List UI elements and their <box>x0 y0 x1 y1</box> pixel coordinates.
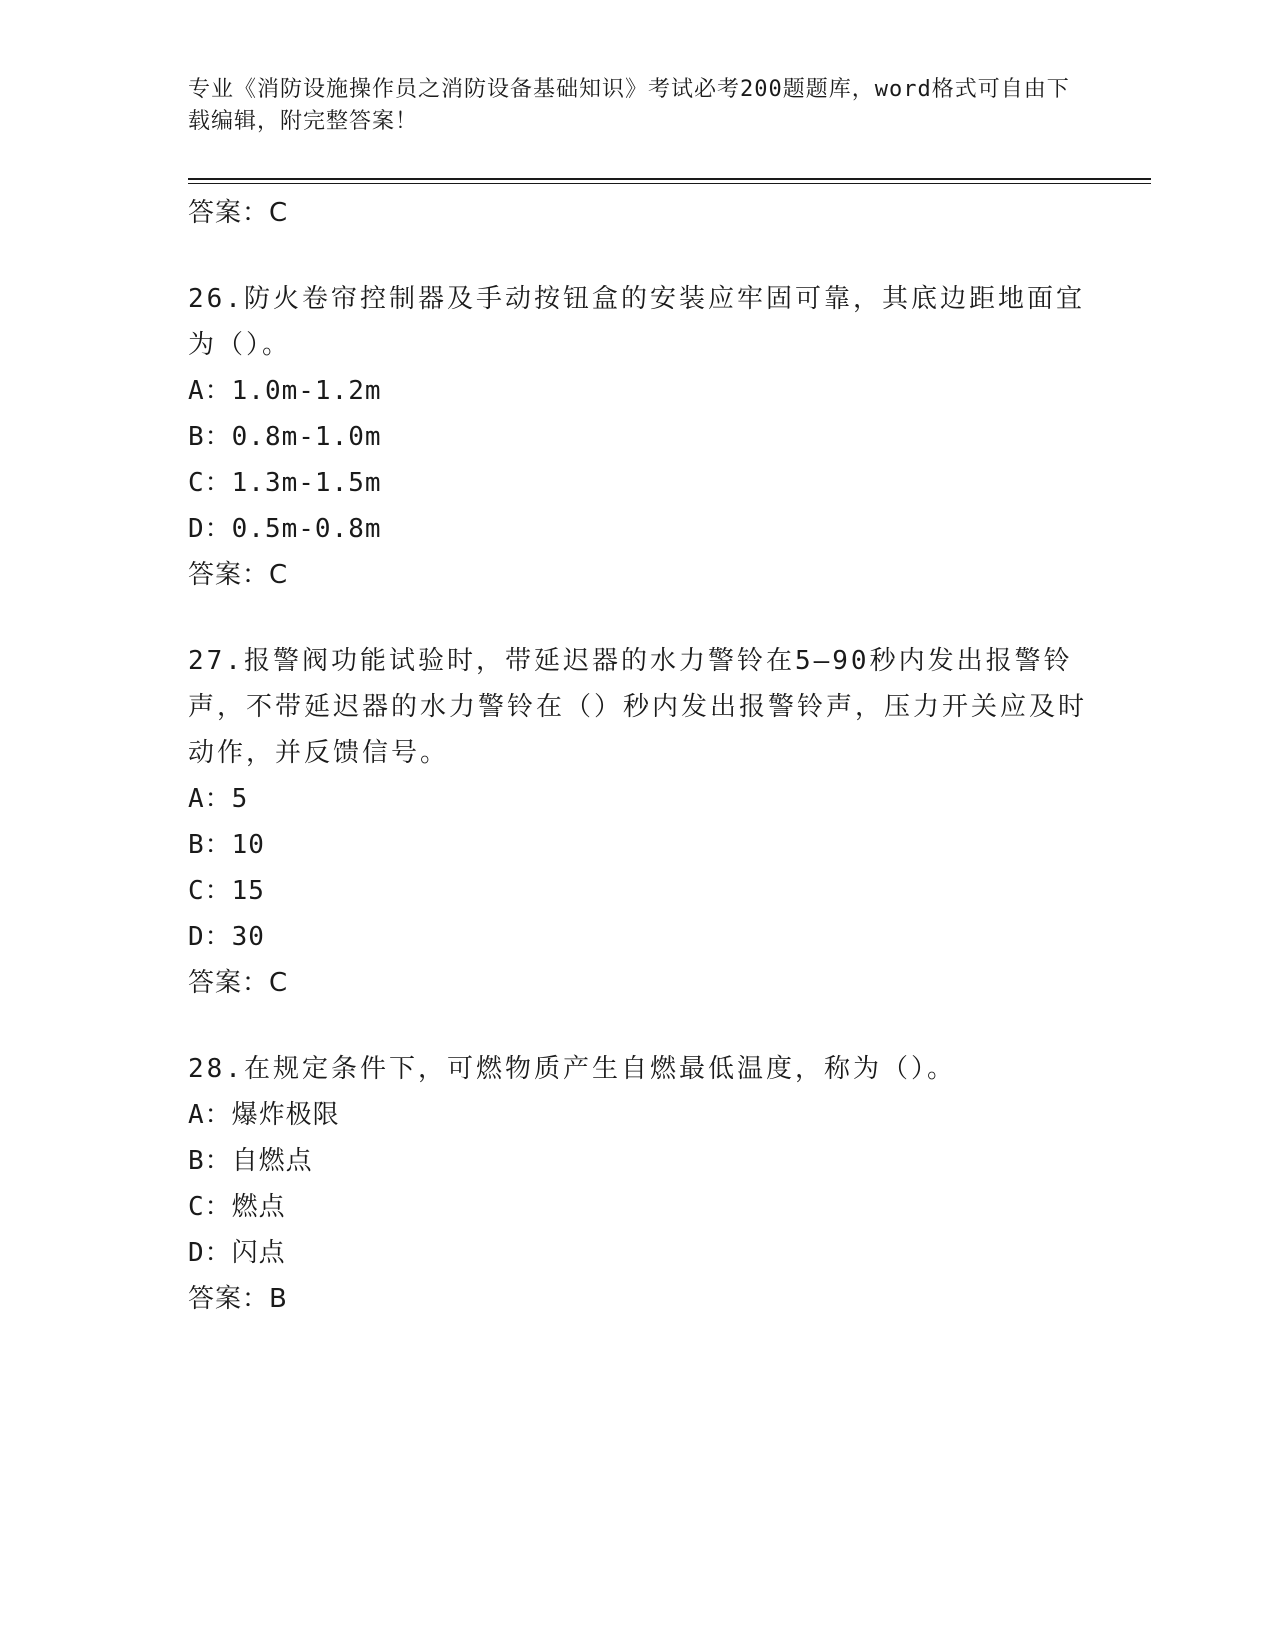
option-d: D：闪点 <box>188 1238 286 1268</box>
question-stem: 27.报警阀功能试验时，带延迟器的水力警铃在5—90秒内发出报警铃声，不带延迟器的水力警铃在（）秒内发出报警铃声，压力开关应及时动作，并反馈信号。 <box>188 646 1088 768</box>
answer-line: 答案：C <box>188 198 289 228</box>
option-d: D：30 <box>188 922 265 952</box>
question-stem: 28.在规定条件下，可燃物质产生自燃最低温度，称为（）。 <box>188 1054 956 1084</box>
option-c: C：15 <box>188 876 265 906</box>
answer-line: 答案：C <box>188 560 289 590</box>
option-b: B：自燃点 <box>188 1146 313 1176</box>
document-header: 专业《消防设施操作员之消防设备基础知识》考试必考200题题库，word格式可自由下载编辑，附完整答案！ <box>188 77 1070 134</box>
answer-line: 答案：B <box>188 1284 288 1314</box>
option-a: A：1.0m-1.2m <box>188 376 382 406</box>
header-divider-thin <box>188 183 1151 184</box>
option-c: C：1.3m-1.5m <box>188 468 382 498</box>
option-b: B：10 <box>188 830 265 860</box>
question-27 <box>188 638 1088 1006</box>
question-stem: 26.防火卷帘控制器及手动按钮盒的安装应牢固可靠，其底边距地面宜为（）。 <box>188 284 1085 360</box>
document-body <box>188 190 1088 1322</box>
option-c: C：燃点 <box>188 1192 286 1222</box>
option-d: D：0.5m-0.8m <box>188 514 382 544</box>
question-28 <box>188 1046 1088 1322</box>
option-b: B：0.8m-1.0m <box>188 422 382 452</box>
answer-line: 答案：C <box>188 968 289 998</box>
question-26 <box>188 276 1088 598</box>
option-a: A：5 <box>188 784 249 814</box>
option-a: A：爆炸极限 <box>188 1100 340 1130</box>
header-divider-thick <box>188 178 1151 180</box>
